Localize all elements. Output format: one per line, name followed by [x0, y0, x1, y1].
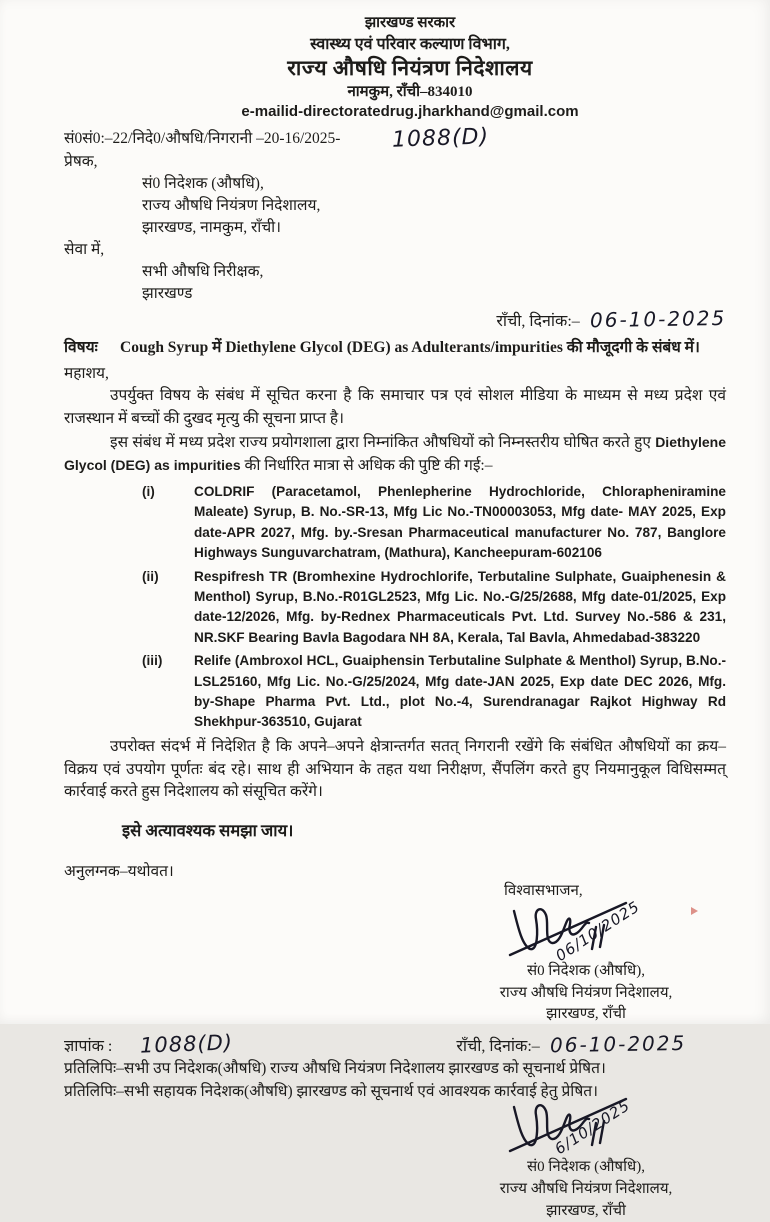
copy-line: प्रतिलिपिः–सभी सहायक निदेशक(औषधि) झारखण्ड को सूचनार्थ एवं आवश्यक कार्रवाई हेतु प्रेषित।	[64, 1081, 726, 1103]
subject-text: Cough Syrup में Diethylene Glycol (DEG) as Adulterants/impurities की मौजूदगी के संबंध में।	[120, 337, 700, 359]
paragraph-1: उपर्युक्त विषय के संबंध में सूचित करना है कि समाचार पत्र एवं सोशल मीडिया के माध्यम से मध्य प्रदेश एवं राजस्थान में बच्चों की दुखद मृत्यु की सूचना प्राप्त है।	[64, 385, 726, 431]
letterhead	[94, 14, 726, 122]
paragraph-3: उपरोक्त संदर्भ में निदेशित है कि अपने–अपने क्षेत्रान्तर्गत सतत् निगरानी रखेंगे कि संबंधित औषधियों का क्रय–विक्रय एवं उपयोग पूर्णतः बंद रहे। साथ ही अभियान के तहत यथा निरीक्षण, सैंपलिंग करते हुए नियमानुकूल विधिसम्मत् कार्रवाई करते हुस निदेशालय को संसूचित करेंगे।	[64, 736, 726, 804]
signature1-line: राज्य औषधि नियंत्रण निदेशालय,	[446, 983, 726, 1005]
list-item-text: COLDRIF (Paracetamol, Phenlepherine Hydrochloride, Chlorapheniramine Maleate) Syrup, B. No.-SR-13, Mfg Lic No.-TN00003053, Mfg date- MAY 2025, Exp date-APR 2027, Mfg. by.-Sresan Pharmaceutical manufacturer No. 787, Banglore Highways Sunguvarchatram, (Mathura), Kancheepuram-602106	[194, 482, 726, 564]
recipient-line: सभी औषधि निरीक्षक,	[142, 261, 726, 283]
copy-line: प्रतिलिपिः–सभी उप निदेशक(औषधि) राज्य औषधि नियंत्रण निदेशालय झारखण्ड को सूचनार्थ प्रेषित।	[64, 1058, 726, 1080]
date-line	[64, 307, 726, 331]
recipient-line: झारखण्ड	[142, 283, 726, 305]
recipient-block	[64, 239, 726, 305]
list-item	[142, 651, 726, 733]
signature-block-2	[446, 1099, 726, 1222]
subject-label: विषयः	[64, 337, 108, 359]
memo-date-label: राँची, दिनांक:–	[456, 1034, 539, 1056]
drug-list	[142, 482, 726, 733]
letterhead-department: स्वास्थ्य एवं परिवार कल्याण विभाग,	[94, 34, 726, 55]
signature1-line: सं0 निदेशक (औषधि),	[446, 961, 726, 983]
signature2-date-handwritten: 6/10/2025	[551, 1095, 635, 1160]
paragraph-2-post: की निर्धारित मात्रा से अधिक की पुष्टि की गई:–	[241, 457, 493, 474]
signature2-line: झारखण्ड, राँची	[446, 1201, 726, 1222]
signature1-date-handwritten: 06/10/2025	[552, 896, 645, 967]
list-item-text: Respifresh TR (Bromhexine Hydrochlorife, Terbutaline Sulphate, Guaiphenesin & Menthol) Syrup, B.No.-R01GL2523, Mfg Lic. No.-G/25/2688, Mfg date-01/2025, Exp date-12/2026, Mfg. by-Rednex Pharmaceuticals Pvt. Ltd. Survey No.-586 & 231, NR.SKF Bearing Bavla Bagodara NH 8A, Kerala, Tal Bavla, Ahmedabad-383220	[194, 567, 726, 649]
enclosure-line: अनुलग्नक–यथोवत।	[64, 859, 726, 881]
sender-line: सं0 निदेशक (औषधि),	[142, 173, 726, 195]
list-item-text: Relife (Ambroxol HCL, Guaiphensin Terbutaline Sulphate & Menthol) Syrup, B.No.-LSL25160, Mfg Lic. No.-G/25/2024, Mfg date-JAN 2025, Exp date DEC 2026, Mfg. by-Shape Pharma Pvt. Ltd., plot No.-4, Surendranagar Rajkot Highway Rd Shekhpur-363510, Gujarat	[194, 651, 726, 733]
reference-number-handwritten: 1088(D)	[392, 125, 490, 153]
signature2-handwriting	[446, 1099, 726, 1157]
letterhead-government: झारखण्ड सरकार	[94, 14, 726, 34]
signature1-salutation: विश्वासभाजन,	[504, 881, 726, 903]
sender-label: प्रेषक,	[64, 151, 726, 173]
subject-line	[64, 337, 726, 359]
signature2-line: राज्य औषधि नियंत्रण निदेशालय,	[446, 1179, 726, 1201]
signature1-handwriting	[446, 903, 726, 961]
reference-number-printed: सं0सं0:–22/निदे0/औषधि/निगरानी –20-16/2025-	[64, 126, 340, 148]
emphasis-line: इसे अत्यावश्यक समझा जाय।	[122, 818, 726, 841]
letterhead-directorate: राज्य औषधि नियंत्रण निदेशालय	[94, 55, 726, 83]
memo-row	[64, 1032, 726, 1056]
paragraph-2-pre: इस संबंध में मध्य प्रदेश राज्य प्रयोगशाला द्वारा निम्नांकित औषधियों को निम्नस्तरीय घोषित करते हुए	[110, 434, 655, 451]
paragraph-2	[64, 432, 726, 478]
sender-line: झारखण्ड, नामकुम, राँची।	[142, 217, 726, 239]
list-item	[142, 567, 726, 649]
date-label: राँची, दिनांक:–	[496, 309, 579, 331]
paragraph-2-english: Diethylene Glycol (DEG) as impurities	[64, 434, 726, 473]
list-item-marker: (ii)	[142, 567, 194, 649]
memo-number-handwritten: 1088(D)	[140, 1030, 234, 1057]
date-handwritten: 06-10-2025	[590, 306, 727, 332]
list-item-marker: (i)	[142, 482, 194, 564]
letterhead-address: नामकुम, राँची–834010	[94, 83, 726, 103]
sender-line: राज्य औषधि नियंत्रण निदेशालय,	[142, 195, 726, 217]
list-item	[142, 482, 726, 564]
salutation: महाशय,	[64, 361, 726, 383]
memo-date-handwritten: 06-10-2025	[550, 1031, 687, 1057]
letterhead-email: e-mailid-directoratedrug.jharkhand@gmail.com	[94, 102, 726, 122]
memo-label: ज्ञापांक :	[64, 1034, 112, 1056]
signature1-line: झारखण्ड, राँची	[446, 1004, 726, 1026]
reference-row	[64, 126, 726, 151]
list-item-marker: (iii)	[142, 651, 194, 733]
signature2-line: सं0 निदेशक (औषधि),	[446, 1157, 726, 1179]
recipient-label: सेवा में,	[64, 239, 726, 261]
sender-block	[64, 151, 726, 239]
signature-block-1	[446, 881, 726, 1026]
